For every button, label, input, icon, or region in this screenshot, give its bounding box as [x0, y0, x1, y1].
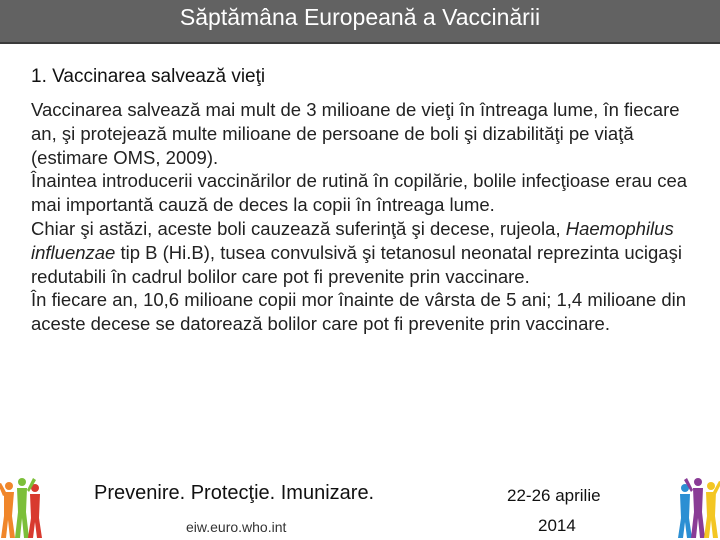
section-heading: 1. Vaccinarea salvează vieţi [31, 66, 266, 87]
slide-title: Săptămâna Europeană a Vaccinării [179, 4, 541, 30]
people-figures-logo-icon [676, 472, 720, 540]
body-text [31, 98, 706, 336]
paragraph-3 [31, 217, 706, 288]
paragraph-3-end: tip B (Hi.B), tusea convulsivă şi tetanosul neonatal reprezinta ucigaşi redutabili în cadrul bolilor care pot fi prevenite prin vaccinare. [31, 241, 682, 287]
paragraph-3-start: Chiar şi astăzi, aceste boli cauzează suferinţă şi decese, rujeola, [31, 217, 566, 239]
paragraph-3-italic: Haemophilus influenzae [31, 217, 674, 263]
website-url[interactable]: eiw.euro.who.int [186, 519, 287, 535]
slogan: Prevenire. Protecţie. Imunizare. [94, 482, 375, 504]
paragraph-4: În fiecare an, 10,6 milioane copii mor înainte de vârsta de 5 ani; 1,4 milioane din aceste decese se datorează bolilor care pot fi prevenite prin vaccinare. [31, 289, 687, 335]
paragraph-2: Înaintea introducerii vaccinărilor de rutină în copilărie, bolile infecţioase erau cea mai importantă cauză de deces la copii în întreaga lume. [31, 170, 688, 216]
footer [0, 472, 720, 540]
people-figures-logo-icon [0, 472, 44, 540]
title-bar [0, 0, 720, 44]
event-year: 2014 [538, 516, 576, 535]
paragraph-1: Vaccinarea salvează mai mult de 3 milioane de vieţi în întreaga lume, în fiecare an, şi protejează multe milioane de persoane de boli şi dizabilităţi pe viaţă (estimare OMS, 2009). [31, 99, 680, 168]
event-dates: 22-26 aprilie [507, 486, 601, 505]
